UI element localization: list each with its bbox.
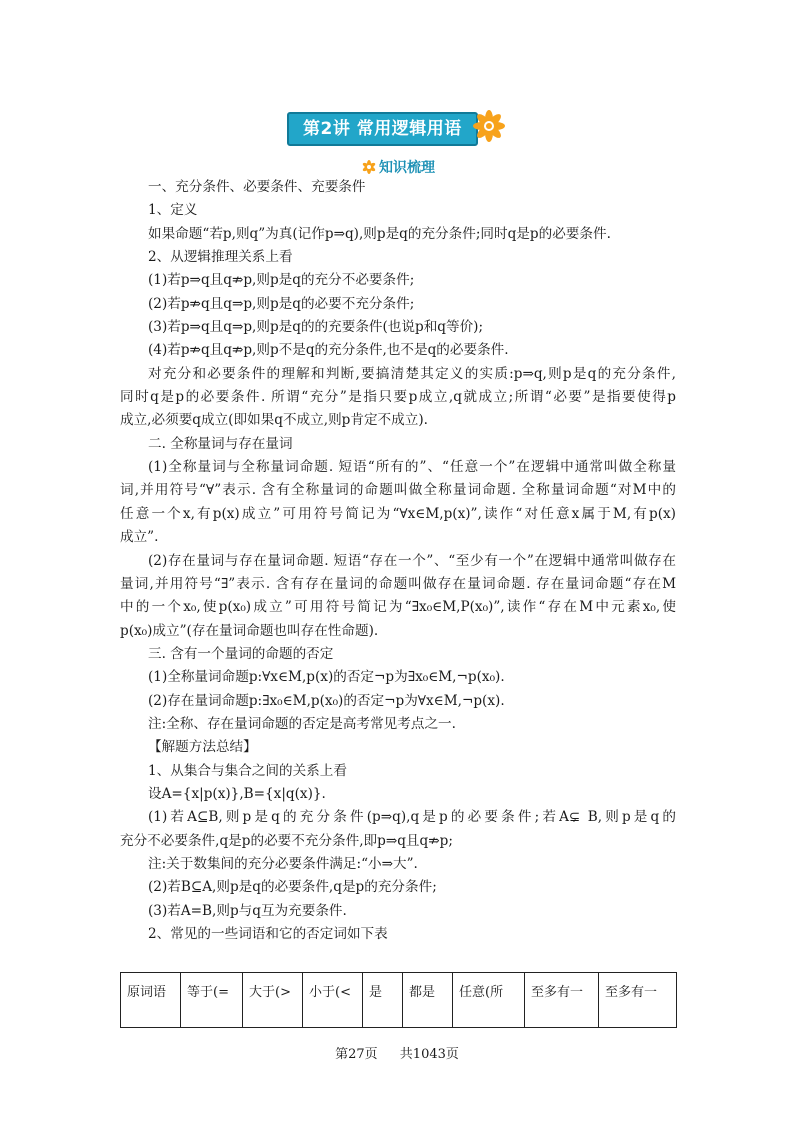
text-line: (1)全称量词命题p:∀x∈M,p(x)的否定¬p为∃x₀∈M,¬p(x₀). — [148, 669, 505, 686]
text-line: 2、从逻辑推理关系上看 — [148, 249, 293, 266]
text-line: (2)存在量词命题p:∃x₀∈M,p(x₀)的否定¬p为∀x∈M,¬p(x). — [148, 692, 505, 709]
page-number: 第27页 — [335, 1047, 378, 1062]
text-line: 对充分和必要条件的理解和判断,要搞清楚其定义的实质:p⇒q,则p是q的充分条件, — [148, 365, 676, 382]
table-cell: 至多有一 — [599, 973, 677, 1028]
text-line: 1、定义 — [148, 202, 198, 219]
chapter-title: 第2讲 常用逻辑用语 — [287, 112, 478, 146]
text-line: (3)若A=B,则p与q互为充要条件. — [148, 902, 347, 919]
text-line: 二. 全称量词与存在量词 — [148, 435, 293, 452]
text-line: 充分不必要条件,q是p的必要不充分条件,即p⇒q且q⇏p; — [120, 832, 453, 849]
table-cell: 至多有一 — [525, 973, 599, 1028]
table-cell: 都是 — [403, 973, 453, 1028]
table-cell: 小于(< — [303, 973, 363, 1028]
text-line: 成立,必须要q成立(即如果q不成立,则p肯定不成立). — [120, 412, 428, 429]
text-line: (4)若p⇏q且q⇏p,则p不是q的充分条件,也不是q的必要条件. — [148, 342, 509, 359]
text-line: 注:全称、存在量词命题的否定是高考常见考点之一. — [148, 715, 456, 732]
table-cell: 是 — [363, 973, 403, 1028]
negation-table — [120, 972, 676, 1028]
body-text — [120, 176, 676, 946]
text-line: 一、充分条件、必要条件、充要条件 — [148, 179, 366, 195]
text-line: (3)若p⇒q且q⇒p,则p是q的的充要条件(也说p和q等价); — [148, 319, 484, 336]
text-line: (1)若A⊆B,则p是q的充分条件(p⇒q),q是p的必要条件;若A⊊ B,则p是q的 — [148, 809, 676, 826]
text-line: (1)全称量词与全称量词命题. 短语“所有的”、“任意一个”在逻辑中通常叫做全称量 — [148, 459, 676, 476]
text-line: 如果命题“若p,则q”为真(记作p⇒q),则p是q的充分条件;同时q是p的必要条件. — [148, 225, 611, 242]
text-line: (2)存在量词与存在量词命题. 短语“存在一个”、“至少有一个”在逻辑中通常叫做存在 — [148, 552, 676, 569]
text-line: 同时q是p的必要条件. 所谓“充分”是指只要p成立,q就成立;所谓“必要”是指要使得p — [120, 389, 676, 406]
orange-flower-icon — [472, 109, 506, 143]
text-line: (2)若p⇏q且q⇒p,则p是q的必要不充分条件; — [148, 295, 415, 312]
text-line: 2、常见的一些词语和它的否定词如下表 — [148, 926, 388, 942]
text-line: 量词,并用符号“∃”表示. 含有存在量词的命题叫做存在量词命题. 存在量词命题“存在M — [120, 575, 676, 592]
text-line: 三. 含有一个量词的命题的否定 — [148, 645, 334, 662]
table-row — [121, 973, 677, 1028]
table-cell: 等于(= — [181, 973, 243, 1028]
chapter-title-banner — [287, 111, 506, 147]
page-footer — [0, 1043, 794, 1062]
text-line: 【解题方法总结】 — [148, 739, 257, 756]
section-heading-label: 知识梳理 — [379, 160, 435, 176]
table-cell: 原词语 — [121, 973, 181, 1028]
section-heading — [362, 157, 435, 177]
text-line: 中的一个x₀,使p(x₀)成立”可用符号简记为“∃x₀∈M,P(x₀)”,读作“存在M中元素x₀,使 — [120, 599, 676, 616]
text-line: 设A={x|p(x)},B={x|q(x)}. — [148, 785, 326, 802]
table-cell: 任意(所 — [453, 973, 525, 1028]
text-line: 1、从集合与集合之间的关系上看 — [148, 762, 347, 779]
text-line: (1)若p⇒q且q⇏p,则p是q的充分不必要条件; — [148, 272, 415, 289]
text-line: p(x₀)成立”(存在量词命题也叫存在性命题). — [120, 622, 379, 639]
orange-flower-bullet-icon — [362, 160, 376, 174]
text-line: 词,并用符号“∀”表示. 含有全称量词的命题叫做全称量词命题. 全称量词命题“对M中的 — [120, 482, 676, 499]
text-line: 成立”. — [120, 529, 159, 546]
text-line: 注:关于数集间的充分必要条件满足:“小⇒大”. — [148, 855, 418, 872]
page-total: 共1043页 — [399, 1047, 459, 1062]
text-line: (2)若B⊆A,则p是q的必要条件,q是p的充分条件; — [148, 879, 437, 896]
text-line: 任意一个x,有p(x)成立”可用符号简记为“∀x∈M,p(x)”,读作“对任意x属于M,有p(x) — [120, 505, 676, 522]
table-cell: 大于(> — [243, 973, 303, 1028]
